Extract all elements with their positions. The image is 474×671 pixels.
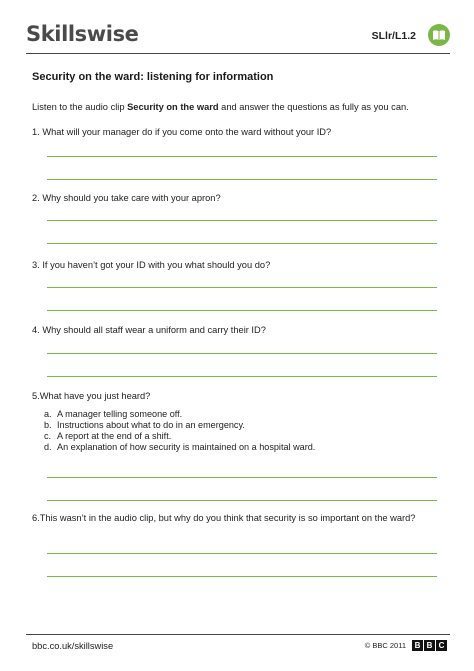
intro-before: Listen to the audio clip: [32, 102, 128, 112]
worksheet-code: SLlr/L1.2: [371, 30, 416, 42]
answer-line[interactable]: [47, 310, 437, 311]
bbc-logo-letter: B: [424, 640, 435, 651]
option-d[interactable]: [44, 442, 315, 453]
bbc-logo-letter: B: [412, 640, 423, 651]
question-3: 3. If you haven’t got your ID with you what should you do?: [32, 260, 271, 270]
option-c[interactable]: [44, 431, 315, 442]
question-1: 1. What will your manager do if you come onto the ward without your ID?: [32, 127, 332, 137]
answer-line[interactable]: [47, 220, 437, 221]
option-text: An explanation of how security is maintained on a hospital ward.: [57, 442, 316, 452]
answer-line[interactable]: [47, 287, 437, 288]
question-2: 2. Why should you take care with your apron?: [32, 193, 221, 203]
answer-line[interactable]: [47, 376, 437, 377]
answer-line[interactable]: [47, 156, 437, 157]
answer-line[interactable]: [47, 179, 437, 180]
answer-line[interactable]: [47, 353, 437, 354]
answer-line[interactable]: [47, 553, 437, 554]
book-icon: [428, 24, 450, 46]
option-letter: b.: [44, 420, 52, 430]
intro-clip-name: Security on the ward: [127, 102, 219, 112]
option-letter: d.: [44, 442, 52, 452]
footer-copyright-block: [365, 640, 447, 651]
answer-line[interactable]: [47, 576, 437, 577]
footer-url[interactable]: bbc.co.uk/skillswise: [32, 641, 114, 651]
header-rule: [26, 53, 450, 54]
question-6: 6.This wasn’t in the audio clip, but why do you think that security is so important on the ward?: [32, 513, 416, 523]
option-text: A report at the end of a shift.: [57, 431, 172, 441]
footer-rule: [26, 634, 450, 635]
skillswise-logo[interactable]: Skillswise: [26, 22, 139, 46]
bbc-logo: [412, 640, 447, 651]
option-a[interactable]: [44, 409, 315, 420]
worksheet-title: Security on the ward: listening for information: [32, 71, 274, 83]
copyright-text: © BBC 2011: [364, 641, 406, 650]
answer-line[interactable]: [47, 477, 437, 478]
option-letter: c.: [44, 431, 52, 441]
option-text: Instructions about what to do in an emergency.: [57, 420, 245, 430]
multiple-choice-options: [44, 409, 315, 453]
option-text: A manager telling someone off.: [57, 409, 183, 419]
answer-line[interactable]: [47, 500, 437, 501]
header: [26, 22, 450, 54]
option-b[interactable]: [44, 420, 315, 431]
option-letter: a.: [44, 409, 52, 419]
answer-line[interactable]: [47, 243, 437, 244]
question-5: 5.What have you just heard?: [32, 391, 151, 401]
bbc-logo-letter: C: [436, 640, 447, 651]
intro-text: [32, 102, 409, 112]
question-4: 4. Why should all staff wear a uniform and carry their ID?: [32, 325, 266, 335]
intro-after: and answer the questions as fully as you can.: [218, 102, 409, 112]
